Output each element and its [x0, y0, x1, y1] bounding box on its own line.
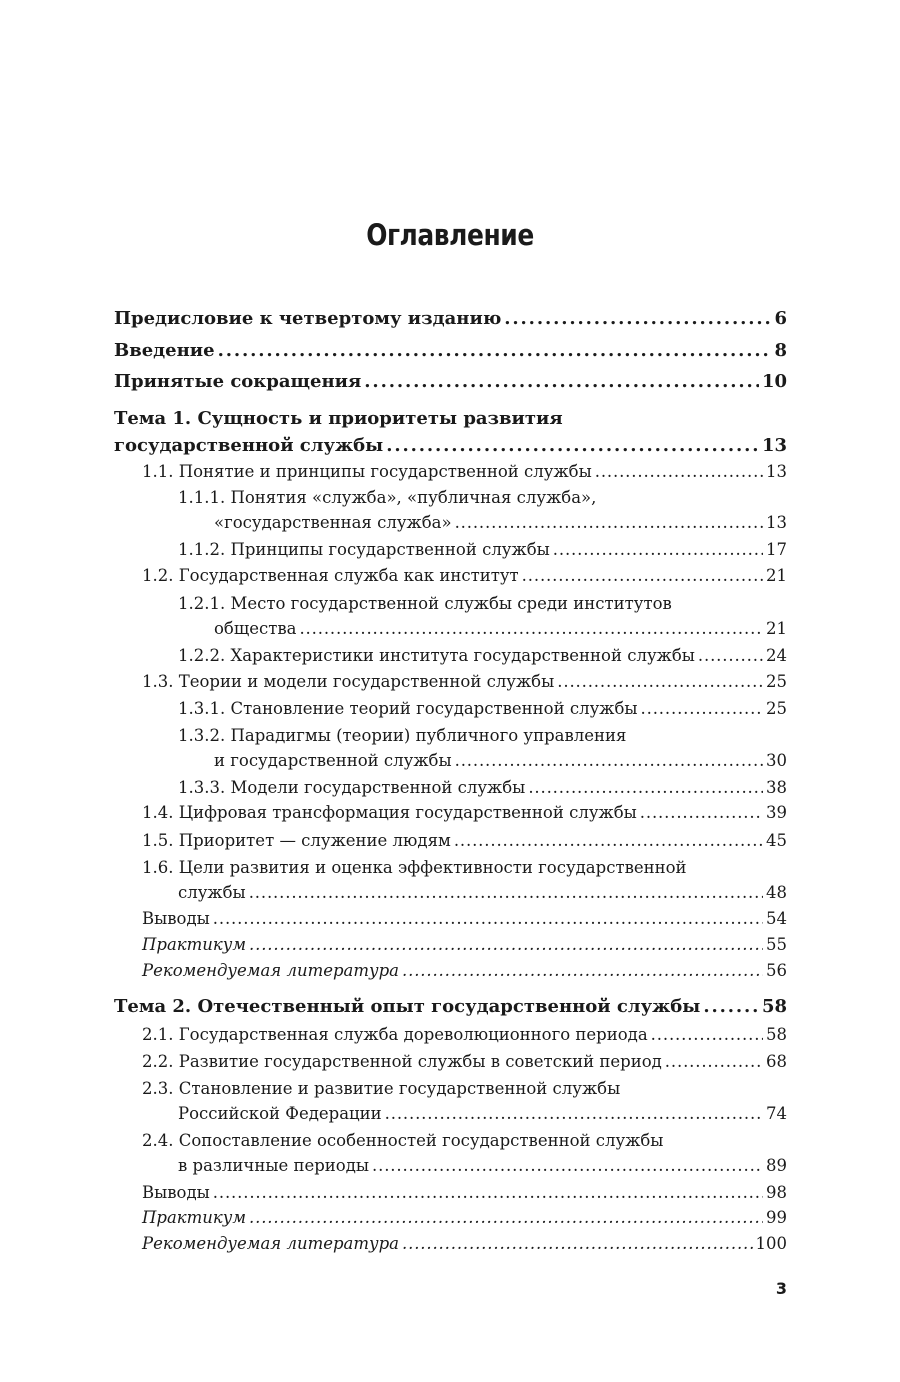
dot-leader [641, 699, 763, 718]
toc-entry-title: 2.3. Становление и развитие государственной службы [142, 1079, 621, 1098]
toc-entry-title: Тема 1. Сущность и приоритеты развития [114, 408, 563, 429]
dot-leader [372, 1156, 763, 1175]
dot-leader [595, 462, 763, 481]
toc-page-number: 25 [766, 672, 787, 691]
toc-page-number: 99 [766, 1208, 787, 1227]
dot-leader [665, 1052, 763, 1071]
dot-leader [402, 1234, 752, 1253]
toc-entry-title: 1.3. Теории и модели государственной службы [142, 672, 555, 691]
dot-leader [386, 435, 759, 456]
toc-entry-title: 1.6. Цели развития и оценка эффективности государственной [142, 858, 687, 877]
page-title: Оглавление [366, 218, 534, 252]
dot-leader [213, 1183, 763, 1202]
dot-leader [640, 803, 763, 822]
toc-page-number: 17 [766, 540, 787, 559]
toc-entry-title: Рекомендуемая литература [142, 961, 400, 980]
toc-entry-title: 1.2.1. Место государственной службы среди институтов [178, 594, 672, 613]
toc-page-number: 24 [766, 646, 787, 665]
toc-entry-title: Рекомендуемая литература [142, 1234, 400, 1253]
toc-entry-title: 1.1.2. Принципы государственной службы [178, 540, 550, 559]
toc-page-number: 74 [766, 1104, 787, 1123]
toc-entry-title-continued: общества [214, 619, 297, 638]
toc-page-number: 13 [766, 462, 787, 481]
toc-entry-title-continued: Российской Федерации [178, 1104, 382, 1123]
dot-leader [553, 540, 763, 559]
dot-leader [249, 1208, 763, 1227]
toc-page-number: 10 [761, 371, 787, 392]
toc-entry-title-continued: в различные периоды [178, 1156, 370, 1175]
toc-page-number: 13 [761, 435, 787, 456]
toc-page-number: 58 [766, 1025, 787, 1044]
toc-page-number: 68 [766, 1052, 787, 1071]
dot-leader [557, 672, 763, 691]
toc-entry-title: 1.1. Понятие и принципы государственной службы [142, 462, 592, 481]
dot-leader [651, 1025, 763, 1044]
toc-entry-title: 1.4. Цифровая трансформация государственной службы [142, 803, 637, 822]
dot-leader [249, 883, 763, 902]
toc-entry-title-continued: «государственная служба» [214, 513, 452, 532]
dot-leader [299, 619, 763, 638]
toc-page-number: 8 [774, 340, 787, 361]
toc-entry-title-continued: службы [178, 883, 246, 902]
dot-leader [385, 1104, 763, 1123]
toc-page-number: 39 [766, 803, 787, 822]
toc-entry-title: Выводы [142, 1183, 210, 1202]
page-number: 3 [775, 1279, 787, 1298]
toc-page-number: 54 [766, 909, 787, 928]
toc-page-number: 13 [766, 513, 787, 532]
toc-entry-title: 1.3.1. Становление теорий государственной службы [178, 699, 638, 718]
dot-leader [402, 961, 763, 980]
toc-page-number: 45 [766, 831, 787, 850]
toc-entry-title: Практикум [142, 935, 247, 954]
toc-page-number: 55 [766, 935, 787, 954]
dot-leader [213, 909, 763, 928]
dot-leader [454, 831, 763, 850]
toc-page-number: 6 [774, 308, 787, 329]
toc-entry-title: 1.5. Приоритет — служение людям [142, 831, 451, 850]
toc-entry-title: Выводы [142, 909, 210, 928]
toc-entry-title: Тема 2. Отечественный опыт государственной службы [114, 996, 701, 1017]
toc-page-number: 25 [766, 699, 787, 718]
dot-leader [528, 778, 763, 797]
dot-leader [703, 996, 759, 1017]
toc-entry-title: 2.4. Сопоставление особенностей государственной службы [142, 1131, 664, 1150]
dot-leader [455, 513, 763, 532]
toc-entry-title: 2.2. Развитие государственной службы в советский период [142, 1052, 662, 1071]
toc-page-number: 21 [766, 619, 787, 638]
toc-page-number: 98 [766, 1183, 787, 1202]
dot-leader [522, 566, 763, 585]
toc-entry-title-continued: государственной службы [114, 435, 384, 456]
dot-leader [504, 308, 771, 329]
toc-entry-title: 1.2.2. Характеристики института государственной службы [178, 646, 695, 665]
toc-page-number: 21 [766, 566, 787, 585]
toc-entry-title: 1.3.2. Парадигмы (теории) публичного управления [178, 726, 627, 745]
toc-page-number: 89 [766, 1156, 787, 1175]
toc-entry-title: Принятые сокращения [114, 371, 362, 392]
toc-entry-title: 2.1. Государственная служба дореволюционного периода [142, 1025, 648, 1044]
dot-leader [218, 340, 772, 361]
dot-leader [698, 646, 763, 665]
toc-page-number: 100 [755, 1234, 787, 1253]
toc-page-number: 38 [766, 778, 787, 797]
dot-leader [455, 751, 763, 770]
toc-page-number: 56 [766, 961, 787, 980]
toc-page-number: 58 [761, 996, 787, 1017]
dot-leader [249, 935, 763, 954]
toc-entry-title: Практикум [142, 1208, 247, 1227]
toc-entry-title: 1.2. Государственная служба как институт [142, 566, 519, 585]
dot-leader [364, 371, 759, 392]
toc-entry-title: Введение [114, 340, 215, 361]
toc-entry-title: Предисловие к четвертому изданию [114, 308, 502, 329]
toc-entry-title-continued: и государственной службы [214, 751, 452, 770]
toc-entry-title: 1.1.1. Понятия «служба», «публичная служба», [178, 488, 597, 507]
toc-entry-title: 1.3.3. Модели государственной службы [178, 778, 526, 797]
toc-page-number: 48 [766, 883, 787, 902]
toc-page-number: 30 [766, 751, 787, 770]
